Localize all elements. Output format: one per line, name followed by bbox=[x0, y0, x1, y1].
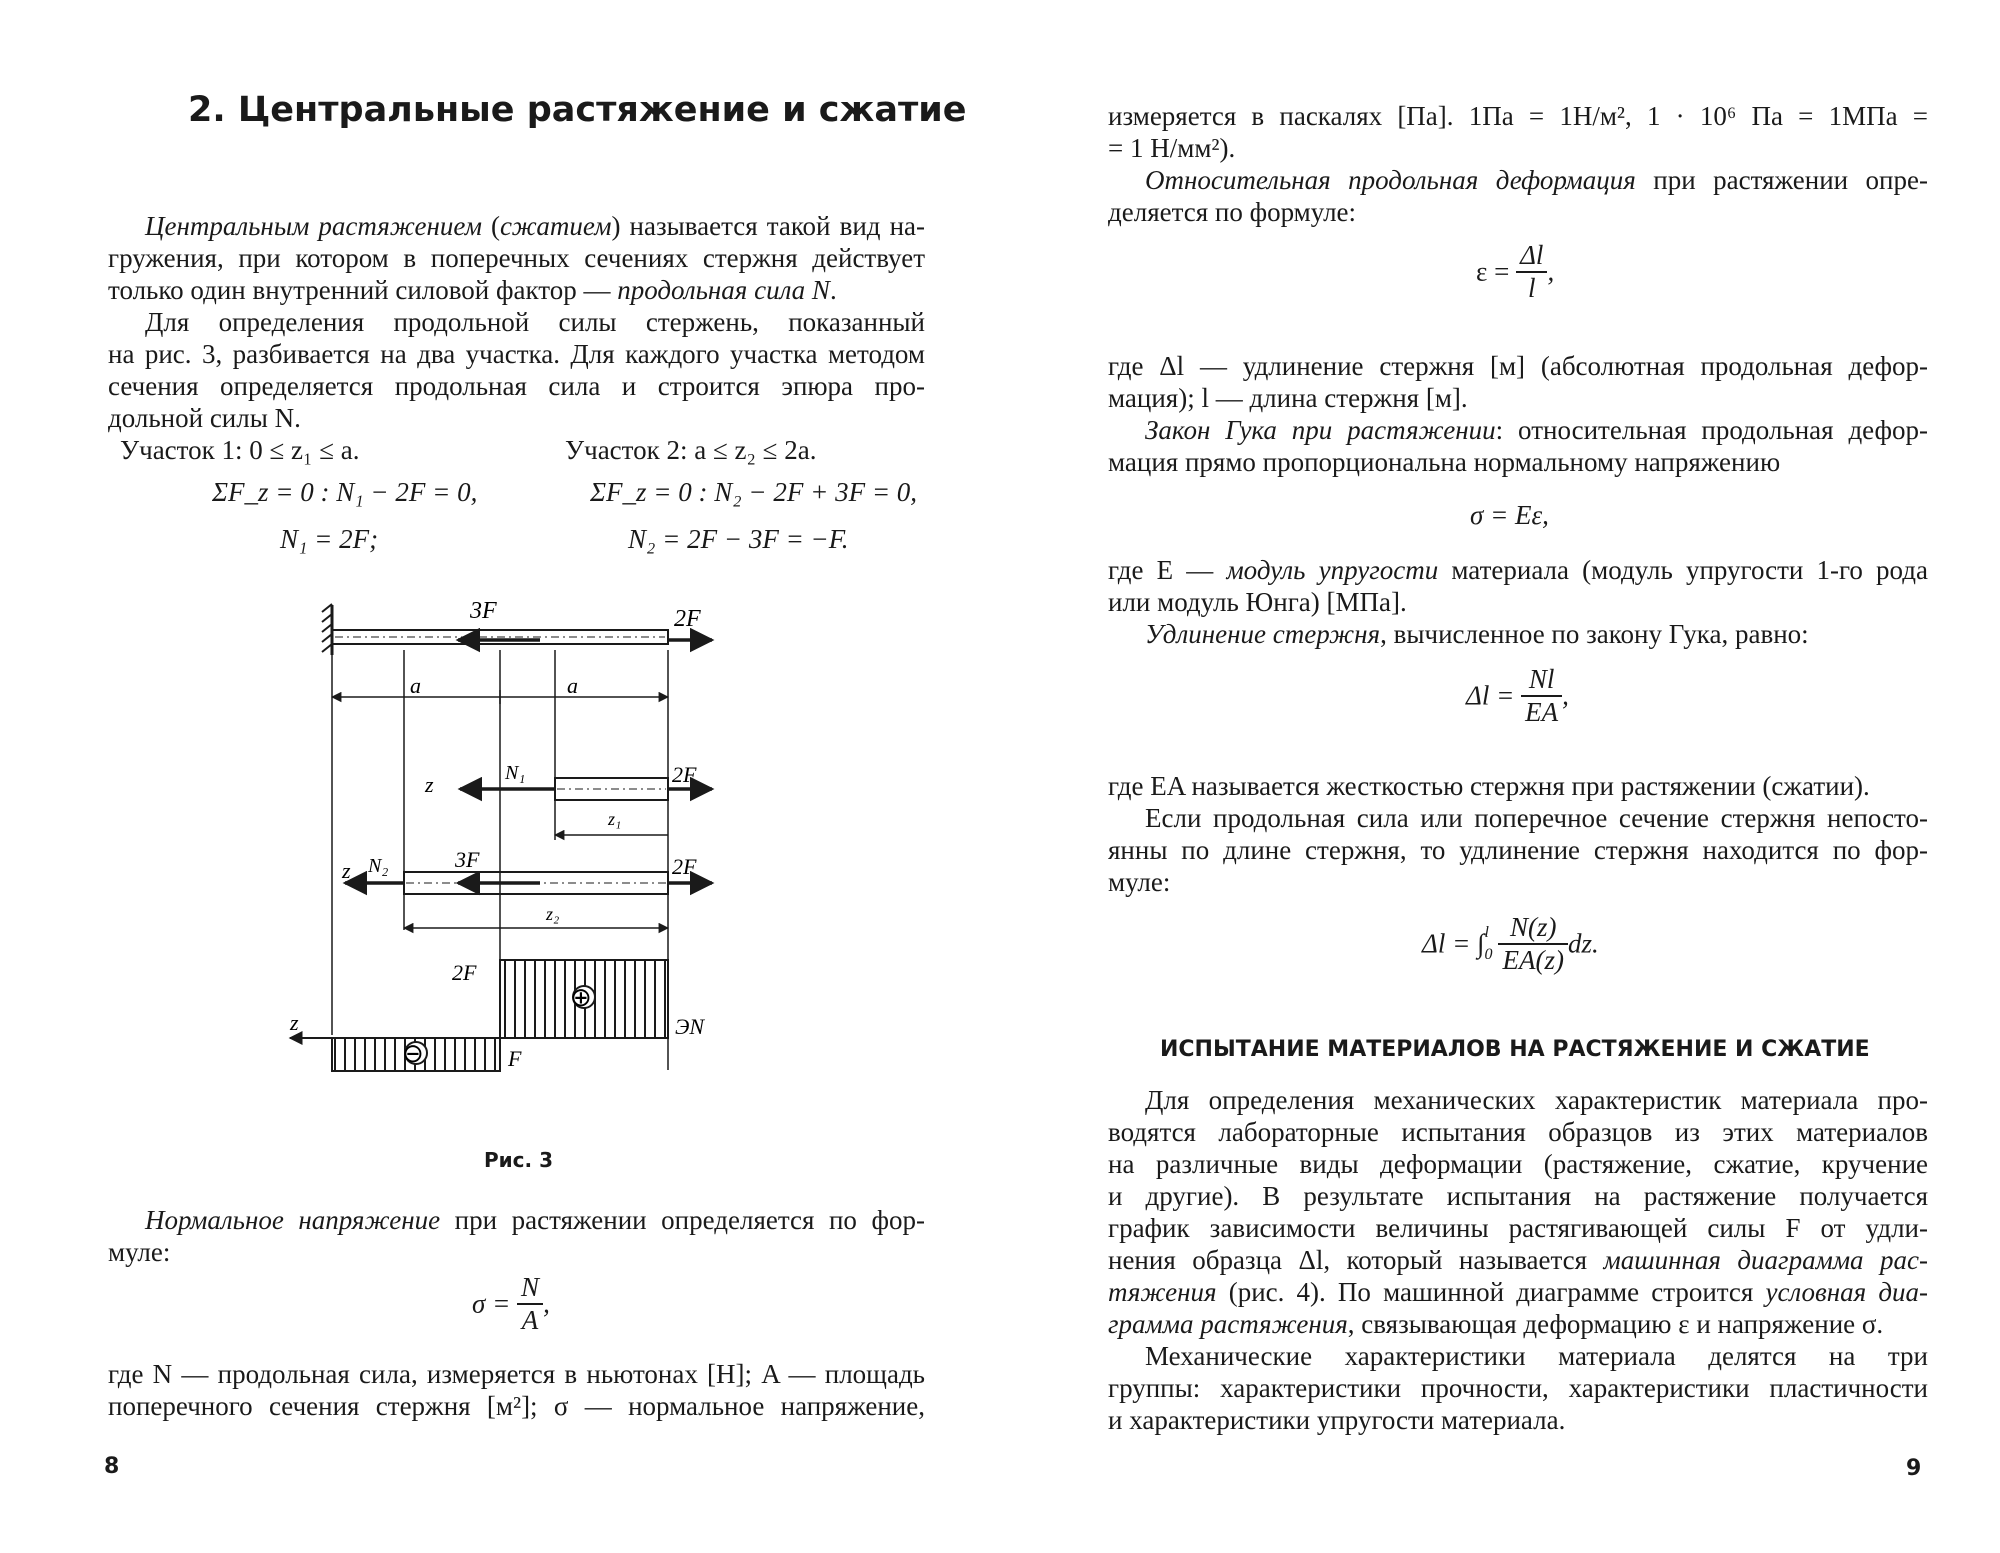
numerator: Nl bbox=[1521, 664, 1562, 697]
text: , вычисленное по закону Гука, равно: bbox=[1380, 619, 1809, 649]
text: ( bbox=[481, 211, 501, 241]
paragraph-line: Механические характеристики материала делятся на три bbox=[1145, 1341, 1928, 1371]
formula-lhs: Δl = bbox=[1466, 680, 1515, 711]
paragraph-line bbox=[1145, 618, 1809, 650]
term: тяжения bbox=[1108, 1277, 1217, 1307]
label-2F-top: 2F bbox=[674, 606, 701, 632]
paragraph-line: Для определения продольной силы стержень, показанный bbox=[145, 307, 925, 337]
label-N1: N₁ bbox=[505, 762, 526, 784]
text: , связывающая деформацию ε и напряжение σ. bbox=[1347, 1309, 1884, 1339]
formula-integral bbox=[1422, 912, 1599, 976]
term: условная диа- bbox=[1765, 1277, 1928, 1307]
text: нения образца Δl, который называется bbox=[1108, 1245, 1604, 1275]
fraction bbox=[1521, 664, 1562, 728]
numerator: N(z) bbox=[1498, 912, 1567, 945]
paragraph-line: муле: bbox=[1108, 867, 1171, 897]
label-2F: 2F bbox=[672, 762, 697, 787]
formula-elongation bbox=[1466, 664, 1569, 728]
formula-hooke: σ = Eε, bbox=[1470, 500, 1549, 530]
term: Относительная продольная деформация bbox=[1145, 165, 1636, 195]
paragraph-line: где Δl — удлинение стержня [м] (абсолютная продольная дефор- bbox=[1108, 351, 1928, 381]
label-F-diagram: F bbox=[508, 1046, 522, 1071]
paragraph-line: деляется по формуле: bbox=[1108, 197, 1357, 227]
label-3F: 3F bbox=[455, 847, 480, 872]
paragraph-line: сечения определяется продольная сила и строится эпюра про- bbox=[108, 371, 925, 401]
paragraph-line bbox=[1108, 554, 1928, 586]
plus-sign: ⊕ bbox=[570, 983, 592, 1013]
rod bbox=[332, 630, 668, 644]
paragraph-line: водятся лабораторные испытания образцов из этих материалов bbox=[1108, 1117, 1928, 1147]
fraction bbox=[517, 1272, 543, 1336]
paragraph-line bbox=[1145, 164, 1928, 196]
upper-limit: l bbox=[1484, 924, 1489, 941]
label-z: z bbox=[425, 772, 434, 797]
term: модуль упругости bbox=[1226, 555, 1439, 585]
fraction bbox=[1516, 240, 1547, 304]
formula-lhs: σ = bbox=[472, 1288, 511, 1319]
formula-strain bbox=[1476, 240, 1554, 304]
denominator: l bbox=[1528, 273, 1536, 303]
section-2 bbox=[345, 872, 712, 928]
text: материала (модуль упругости 1-го рода bbox=[1438, 555, 1929, 585]
term: продольная сила N bbox=[617, 275, 830, 305]
text: при растяжении определяется по фор- bbox=[440, 1205, 925, 1235]
paragraph-line: мация прямо пропорциональна нормальному напряжению bbox=[1108, 447, 1781, 477]
axial-force-diagram bbox=[290, 960, 668, 1071]
page-number: 9 bbox=[1906, 1456, 1922, 1481]
label-a: a bbox=[567, 673, 578, 698]
paragraph-line: = 1 Н/мм²). bbox=[1108, 133, 1236, 163]
numerator: N bbox=[517, 1272, 543, 1305]
paragraph-line: гружения, при котором в поперечных сечениях стержня действует bbox=[108, 243, 925, 273]
paragraph-line: муле: bbox=[108, 1237, 171, 1267]
text: только один внутренний силовой фактор — bbox=[108, 275, 618, 305]
fixed-support-wall bbox=[322, 604, 332, 655]
label-3F-top: 3F bbox=[470, 598, 497, 624]
minus-sign: ⊖ bbox=[402, 1039, 424, 1069]
paragraph-line: Если продольная сила или поперечное сечение стержня непосто- bbox=[1145, 803, 1928, 833]
formula-tail: dz. bbox=[1567, 928, 1599, 959]
denominator: A bbox=[521, 1305, 539, 1335]
paragraph-line bbox=[1145, 414, 1928, 446]
formula-tail: , bbox=[1547, 256, 1555, 287]
segment-2-label: Участок 2: a ≤ z₂ ≤ 2a. bbox=[565, 435, 817, 465]
label-a: a bbox=[410, 673, 421, 698]
segment-1-equation: ΣF_z = 0 : N₁ − 2F = 0, bbox=[212, 477, 478, 507]
segment-1-result: N₁ = 2F; bbox=[280, 524, 379, 554]
paragraph-line: поперечного сечения стержня [м²]; σ — нормальное напряжение, bbox=[108, 1391, 925, 1421]
segment-2-equation: ΣF_z = 0 : N₂ − 2F + 3F = 0, bbox=[590, 477, 918, 507]
paragraph-line: измеряется в паскалях [Па]. 1Па = 1Н/м², 1 · 10⁶ Па = 1МПа = bbox=[1108, 101, 1928, 131]
paragraph-line bbox=[1108, 1308, 1883, 1340]
paragraph-line: где N — продольная сила, измеряется в ньютонах [Н]; A — площадь bbox=[108, 1359, 925, 1389]
paragraph-line: график зависимости величины растягивающей силы F от удли- bbox=[1108, 1213, 1928, 1243]
label-EN: ЭN bbox=[675, 1014, 705, 1039]
paragraph-line: где EA называется жесткостью стержня при растяжении (сжатии). bbox=[1108, 771, 1870, 801]
denominator: EA(z) bbox=[1502, 945, 1564, 975]
paragraph-line: Для определения механических характеристик материала про- bbox=[1145, 1085, 1928, 1115]
page-number: 8 bbox=[104, 1454, 120, 1479]
fraction bbox=[1498, 912, 1567, 976]
paragraph-line: мация); l — длина стержня [м]. bbox=[1108, 383, 1468, 413]
label-z1: z₁ bbox=[608, 809, 622, 829]
formula-lhs: ε = bbox=[1476, 256, 1510, 287]
segment-2-result: N₂ = 2F − 3F = −F. bbox=[628, 524, 849, 554]
term: сжатием bbox=[500, 211, 612, 241]
term: Закон Гука при растяжении bbox=[1145, 415, 1496, 445]
denominator: EA bbox=[1525, 697, 1559, 727]
paragraph-line: на различные виды деформации (растяжение, сжатие, кручение bbox=[1108, 1149, 1928, 1179]
paragraph-line bbox=[1108, 1244, 1928, 1276]
numerator: Δl bbox=[1516, 240, 1547, 273]
section-title: ИСПЫТАНИЕ МАТЕРИАЛОВ НА РАСТЯЖЕНИЕ И СЖАТИЕ bbox=[1160, 1037, 1870, 1062]
term: Удлинение стержня bbox=[1145, 619, 1381, 649]
text: ) называется такой вид на- bbox=[611, 211, 925, 241]
label-z-diagram: z bbox=[290, 1010, 299, 1035]
term: Нормальное напряжение bbox=[145, 1205, 441, 1235]
paragraph-line bbox=[1108, 1276, 1928, 1308]
paragraph-line: дольной силы N. bbox=[108, 403, 301, 433]
text: : относительная продольная дефор- bbox=[1495, 415, 1928, 445]
chapter-title: 2. Центральные растяжение и сжатие bbox=[188, 90, 967, 130]
text: при растяжении опре- bbox=[1635, 165, 1928, 195]
paragraph-line: группы: характеристики прочности, характеристики пластичности bbox=[1108, 1373, 1928, 1403]
label-N2: N₂ bbox=[368, 855, 389, 877]
text: (рис. 4). По машинной диаграмме строится bbox=[1216, 1277, 1766, 1307]
paragraph-line: или модуль Юнга) [МПа]. bbox=[1108, 587, 1407, 617]
integral-limits bbox=[1484, 922, 1492, 966]
paragraph-line: и характеристики упругости материала. bbox=[1108, 1405, 1566, 1435]
term: Центральным растяжением bbox=[145, 211, 482, 241]
text: . bbox=[829, 275, 837, 305]
label-z: z bbox=[342, 858, 351, 883]
formula-tail: , bbox=[1562, 680, 1569, 711]
figure-caption: Рис. 3 bbox=[484, 1148, 554, 1172]
formula-lhs: Δl = ∫ bbox=[1422, 928, 1485, 959]
text: где E — bbox=[1108, 555, 1227, 585]
paragraph-line: янны по длине стержня, то удлинение стержня находится по фор- bbox=[1108, 835, 1928, 865]
term: машинная диаграмма рас- bbox=[1603, 1245, 1928, 1275]
formula-stress bbox=[472, 1272, 550, 1336]
label-z2: z₂ bbox=[546, 904, 560, 924]
lower-limit: 0 bbox=[1484, 946, 1493, 963]
paragraph-line: на рис. 3, разбивается на два участка. Для каждого участка методом bbox=[108, 339, 925, 369]
segment-1-label: Участок 1: 0 ≤ z₁ ≤ a. bbox=[120, 435, 360, 465]
term: грамма растяжения bbox=[1108, 1309, 1348, 1339]
label-2F: 2F bbox=[672, 854, 697, 879]
paragraph-line: и другие). В результате испытания на растяжение получается bbox=[1108, 1181, 1928, 1211]
label-2F-diagram: 2F bbox=[452, 960, 477, 985]
formula-tail: , bbox=[543, 1288, 550, 1319]
paragraph-line bbox=[145, 1204, 925, 1236]
